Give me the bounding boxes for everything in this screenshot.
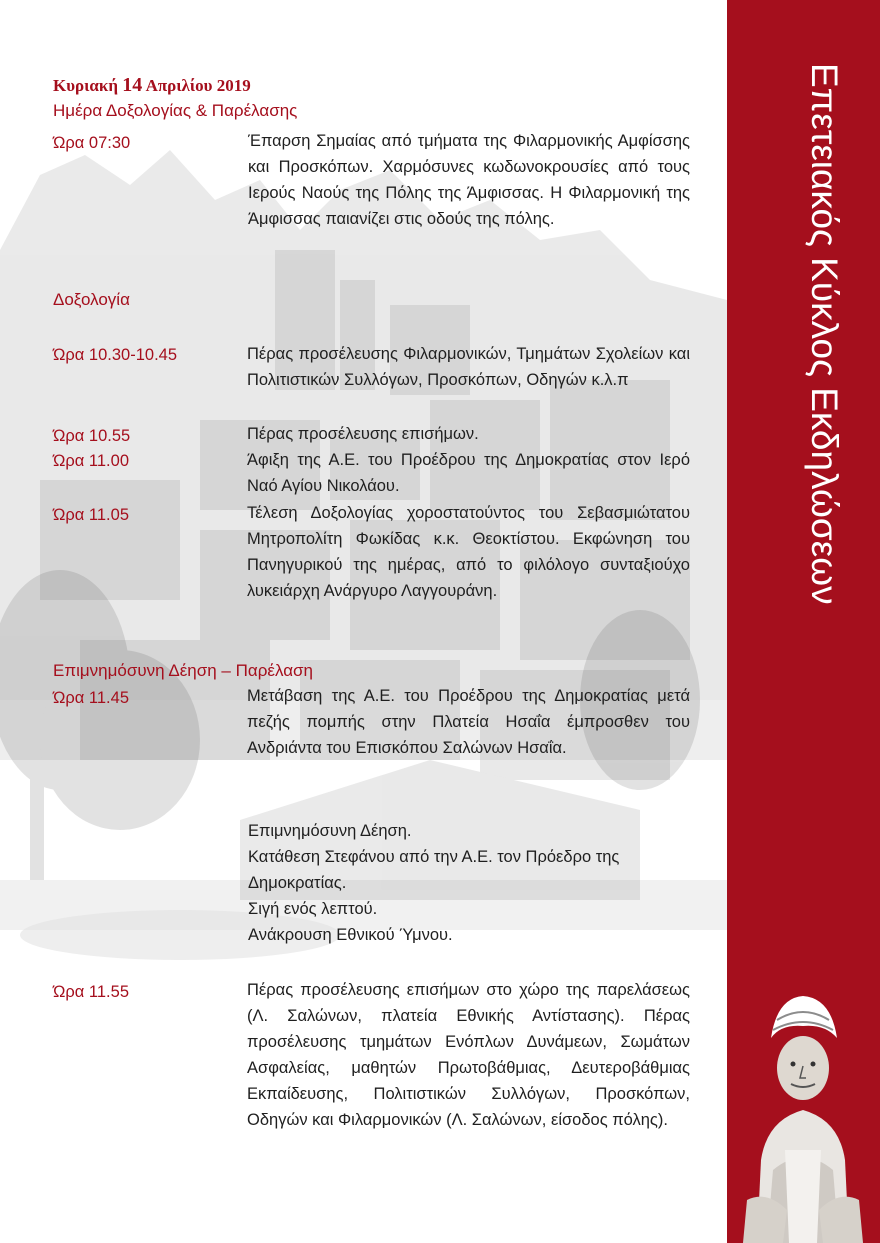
- ceremony-item: Επιμνημόσυνη Δέηση.: [248, 822, 412, 840]
- event-description: Πέρας προσέλευσης επισήμων στο χώρο της παρελάσεως (Λ. Σαλώνων, πλατεία Εθνικής Αντίστασης). Πέρας προσέλευσης τμημάτων Ενόπλων Δυνάμεων, Σωμάτων Ασφαλείας, μαθητών Πρωτοβάθμιας, Δευτεροβάθμιας Εκπαίδευσης, Πολιτιστικών Συλλόγων, Προσκόπων, Οδηγών και Φιλαρμονικών (Λ. Σαλώνων, είσοδος πόλης).: [247, 981, 690, 1129]
- event-time: Ώρα 07:30: [53, 134, 131, 152]
- date-weekday: Κυριακή: [53, 76, 118, 95]
- event-time: Ώρα 10.30-10.45: [53, 346, 177, 364]
- sidebar-title: Επετειακός Κύκλος Εκδηλώσεων: [804, 63, 845, 605]
- portrait-engraving-icon: [727, 960, 880, 1243]
- event-description: Άφιξη της Α.Ε. του Προέδρου της Δημοκρατίας στον Ιερό Ναό Αγίου Νικολάου.: [247, 451, 690, 495]
- event-time: Ώρα 11.45: [53, 689, 129, 707]
- date-month-year: Απριλίου 2019: [145, 76, 251, 95]
- event-time: Ώρα 11.05: [53, 506, 129, 524]
- ceremony-item: Σιγή ενός λεπτού.: [248, 900, 378, 918]
- event-description: Πέρας προσέλευσης επισήμων.: [247, 425, 479, 443]
- section-doxologia: Δοξολογία: [53, 290, 130, 309]
- ceremony-item: Ανάκρουση Εθνικού Ύμνου.: [248, 926, 453, 944]
- event-description: Μετάβαση της Α.Ε. του Προέδρου της Δημοκρατίας μετά πεζής πομπής στην Πλατεία Ησαΐα έμπροσθεν του Ανδριάντα του Επισκόπου Σαλώνων Ησαΐα.: [247, 687, 690, 757]
- event-time: Ώρα 11.00: [53, 452, 129, 470]
- event-time: Ώρα 10.55: [53, 427, 131, 445]
- section-memorial: Επιμνημόσυνη Δέηση – Παρέλαση: [53, 661, 313, 680]
- date-day: 14: [122, 74, 143, 96]
- event-description: Έπαρση Σημαίας από τμήματα της Φιλαρμονικής Αμφίσσης και Προσκόπων. Χαρμόσυνες κωδωνοκρουσίες από τους Ιερούς Ναούς της Πόλης της Άμφισσας. Η Φιλαρμονική της Άμφισσας παιανίζει στις οδούς της πόλης.: [248, 132, 690, 228]
- day-title: Ημέρα Δοξολογίας & Παρέλασης: [53, 101, 298, 120]
- event-time: Ώρα 11.55: [53, 983, 129, 1001]
- event-description: Πέρας προσέλευσης Φιλαρμονικών, Τμημάτων Σχολείων και Πολιτιστικών Συλλόγων, Προσκόπων, Οδηγών κ.λ.π: [247, 345, 690, 389]
- event-description: Τέλεση Δοξολογίας χοροστατούντος του Σεβασμιώτατου Μητροπολίτη Φωκίδας κ.κ. Θεοκτίστου. Εκφώνηση του Πανηγυρικού της ημέρας, από το φιλόλογο συνταξιούχο λυκειάρχη Ανάργυρο Λαγγουράνη.: [247, 504, 690, 600]
- event-date: [53, 74, 251, 97]
- sidebar-band: [727, 0, 880, 1243]
- ceremony-item: Κατάθεση Στεφάνου από την Α.Ε. τον Πρόεδρο της Δημοκρατίας.: [248, 848, 620, 892]
